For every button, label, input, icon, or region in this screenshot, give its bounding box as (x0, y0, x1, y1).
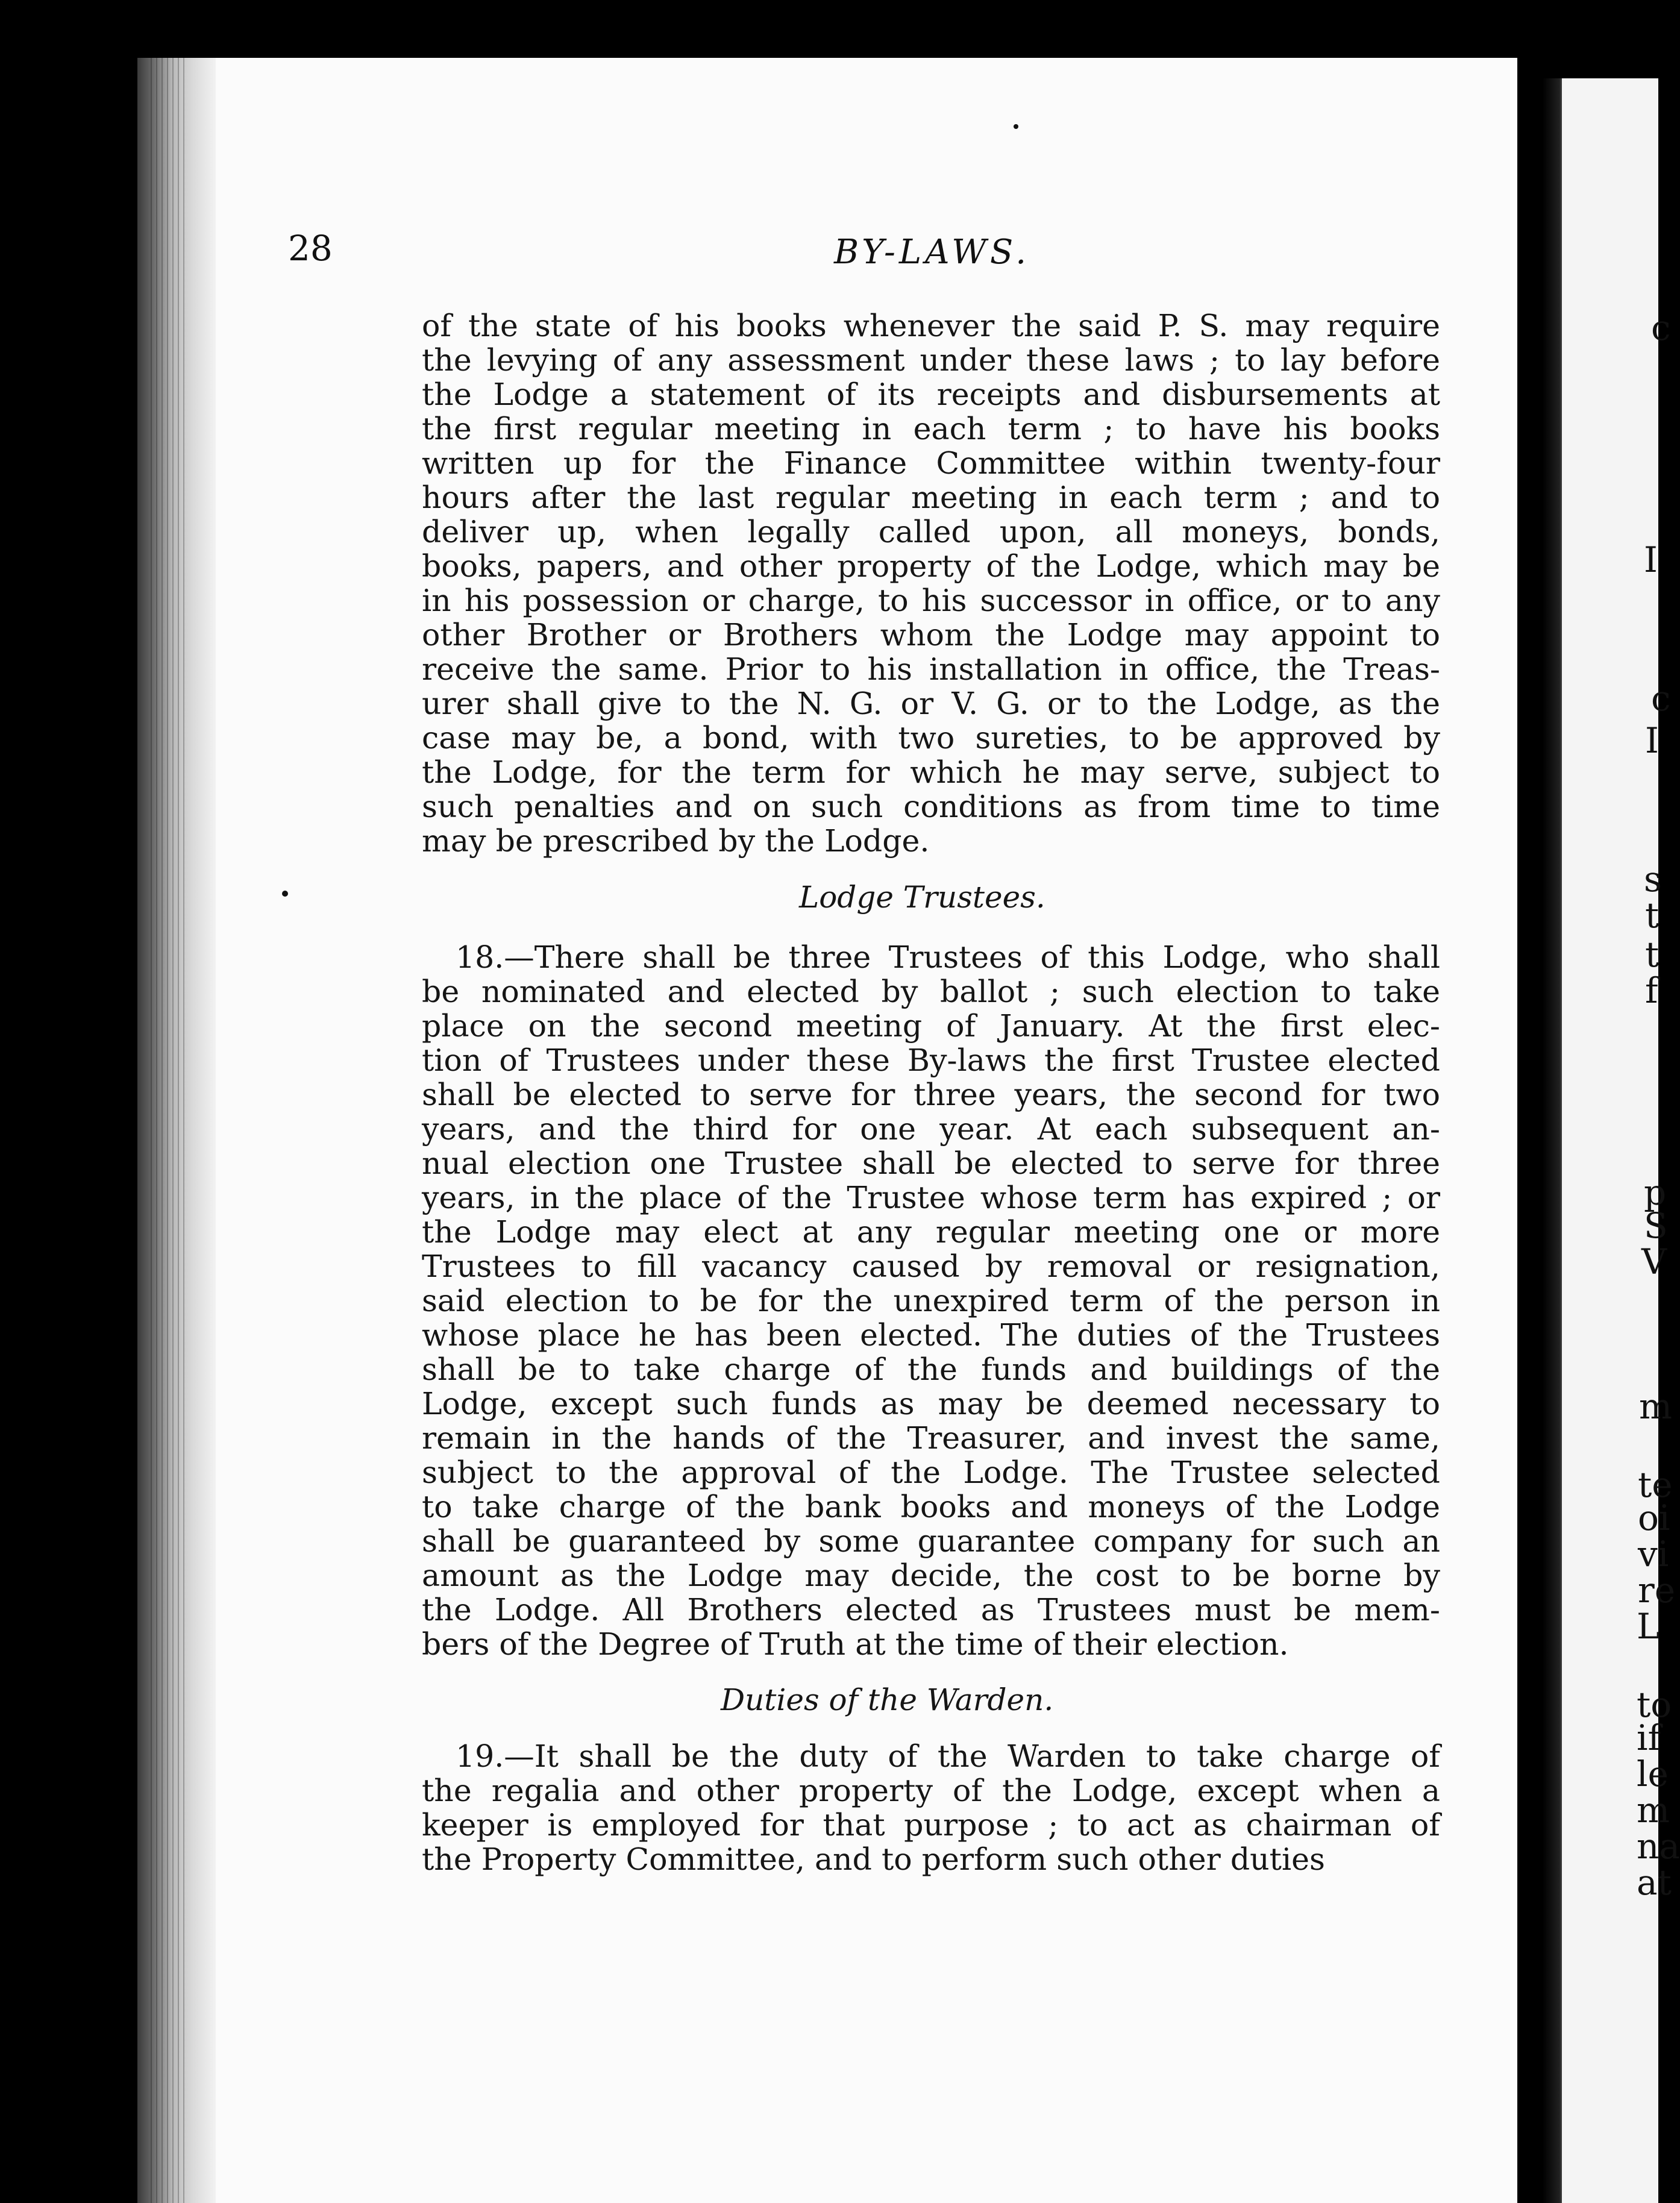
facing-page-fragment: p (1644, 1172, 1667, 1213)
facing-page-fragment: V (1641, 1241, 1667, 1282)
facing-page-fragment: f (1645, 970, 1658, 1011)
text-line: the first regular meeting in each term ; to have his books (422, 411, 1440, 447)
heading-duties-warden: Duties of the Warden. (721, 1682, 1054, 1717)
text-line: nual election one Trustee shall be elected to serve for three (422, 1145, 1440, 1181)
text-line: keeper is employed for that purpose ; to act as chairman of (422, 1807, 1440, 1843)
text-line: in his possession or charge, to his successor in office, or to any (422, 583, 1440, 618)
text-line: other Brother or Brothers whom the Lodge may appoint to (422, 617, 1440, 653)
scan-speck (1014, 124, 1018, 129)
text-line: of the state of his books whenever the said P. S. may require (422, 308, 1440, 343)
text-line: receive the same. Prior to his installation in office, the Treas- (422, 651, 1440, 687)
facing-page-fragment: oi (1638, 1497, 1670, 1538)
running-head: BY-LAWS. (834, 233, 1030, 272)
text-line: urer shall give to the N. G. or V. G. or to the Lodge, as the (422, 686, 1440, 721)
text-line: books, papers, and other property of the Lodge, which may be (422, 548, 1440, 584)
text-line: whose place he has been elected. The duties of the Trustees (422, 1317, 1440, 1353)
facing-page-fragment: S (1644, 1205, 1668, 1246)
text-line: Lodge, except such funds as may be deemed necessary to (422, 1386, 1440, 1421)
facing-page-fragment: m (1637, 1790, 1670, 1831)
text-line: shall be elected to serve for three years, the second for two (422, 1077, 1440, 1112)
text-line: subject to the approval of the Lodge. The Trustee selected (422, 1455, 1440, 1490)
text-line: shall be guaranteed by some guarantee company for such an (422, 1523, 1440, 1559)
text-line: the Lodge a statement of its receipts and disbursements at (422, 377, 1440, 412)
text-line: such penalties and on such conditions as from time to time (422, 789, 1440, 824)
facing-page-fragment: t (1645, 934, 1660, 975)
facing-page-fragment: m (1639, 1386, 1672, 1427)
facing-page-fragment: to (1637, 1684, 1672, 1725)
text-line: the regalia and other property of the Lodge, except when a (422, 1773, 1440, 1808)
text-line: 18.—There shall be three Trustees of this Lodge, who shall (456, 939, 1440, 975)
facing-page-fragment: t (1645, 895, 1660, 936)
text-line: place on the second meeting of January. At the first elec- (422, 1008, 1440, 1044)
text-line: shall be to take charge of the funds and buildings of the (422, 1352, 1440, 1387)
text-line: to take charge of the bank books and moneys of the Lodge (422, 1489, 1440, 1525)
page-number: 28 (288, 228, 333, 269)
text-line: said election to be for the unexpired term of the person in (422, 1283, 1440, 1318)
paragraph-19 (422, 1739, 1440, 1876)
scan-speck (282, 891, 288, 897)
facing-page-fragment: re (1638, 1570, 1676, 1611)
paragraph-17-continued (422, 309, 1440, 858)
heading-lodge-trustees: Lodge Trustees. (799, 880, 1045, 915)
text-line: the Lodge may elect at any regular meeting one or more (422, 1214, 1440, 1250)
facing-page-fragment: at (1637, 1862, 1672, 1903)
text-line: case may be, a bond, with two sureties, to be approved by (422, 720, 1440, 756)
text-line: tion of Trustees under these By-laws the first Trustee elected (422, 1042, 1440, 1078)
text-line: amount as the Lodge may decide, the cost to be borne by (422, 1558, 1440, 1593)
text-line: the Lodge. All Brothers elected as Trustees must be mem- (422, 1592, 1440, 1628)
text-line: 19.—It shall be the duty of the Warden to take charge of (456, 1738, 1440, 1774)
text-line: be nominated and elected by ballot ; such election to take (422, 974, 1440, 1009)
text-line: written up for the Finance Committee within twenty-four (422, 445, 1440, 481)
text-line: Trustees to fill vacancy caused by removal or resignation, (422, 1249, 1440, 1284)
text-line: years, and the third for one year. At each subsequent an- (422, 1111, 1440, 1147)
text-line: the Lodge, for the term for which he may serve, subject to (422, 754, 1440, 790)
facing-page-fragment: L (1637, 1606, 1660, 1647)
text-line: deliver up, when legally called upon, all moneys, bonds, (422, 514, 1440, 550)
facing-page-fragment: le (1637, 1753, 1669, 1794)
text-line: bers of the Degree of Truth at the time of their election. (422, 1626, 1289, 1662)
facing-page-fragment: c (1651, 678, 1671, 719)
facing-page-fragment: na (1637, 1826, 1680, 1867)
facing-page-fragment: vi (1638, 1534, 1669, 1575)
facing-page-fragment: s (1644, 859, 1662, 900)
paragraph-18 (422, 940, 1440, 1661)
text-line: the Property Committee, and to perform such other duties (422, 1841, 1325, 1877)
facing-page-fragment: te (1638, 1464, 1673, 1505)
text-line: hours after the last regular meeting in each term ; and to (422, 480, 1440, 515)
facing-page-fragment: if (1637, 1717, 1661, 1758)
facing-page-fragment: c (1651, 307, 1671, 348)
text-line: the levying of any assessment under these laws ; to lay before (422, 342, 1440, 378)
facing-page-fragment: I (1645, 720, 1659, 761)
facing-page-fragment: I (1644, 539, 1658, 580)
page-edge-lines (151, 58, 187, 2203)
text-line: remain in the hands of the Treasurer, and invest the same, (422, 1420, 1440, 1456)
text-line: may be prescribed by the Lodge. (422, 823, 930, 859)
text-line: years, in the place of the Trustee whose term has expired ; or (422, 1180, 1440, 1215)
